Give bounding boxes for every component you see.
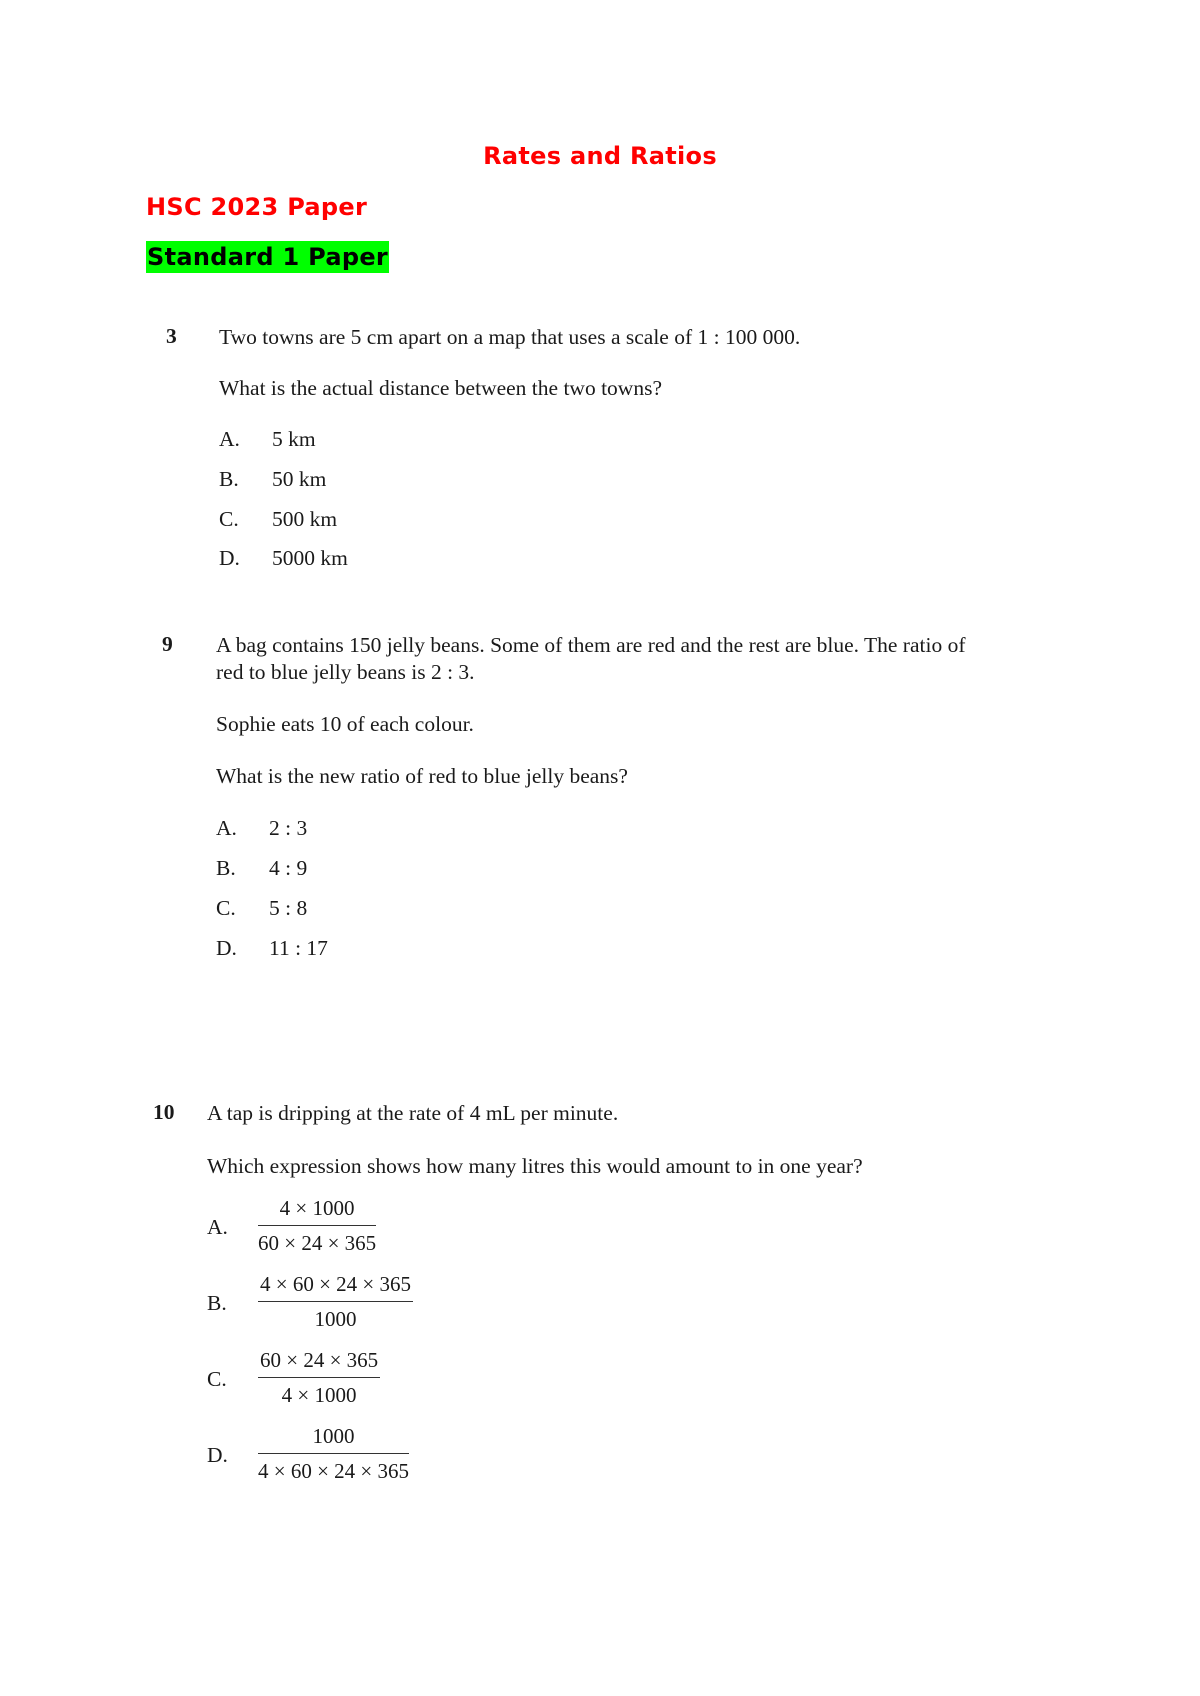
page-title: Rates and Ratios <box>483 142 717 170</box>
option-letter: D. <box>207 1443 228 1467</box>
denominator: 4 × 60 × 24 × 365 <box>258 1459 410 1483</box>
paper-heading: HSC 2023 Paper <box>146 193 368 221</box>
option-text: 5 km <box>272 427 316 451</box>
numerator: 4 × 1000 <box>258 1196 376 1226</box>
denominator: 60 × 24 × 365 <box>258 1231 377 1255</box>
option-letter: A. <box>219 427 240 451</box>
question-text: red to blue jelly beans is 2 : 3. <box>216 660 475 684</box>
question-text: A tap is dripping at the rate of 4 mL per minute. <box>207 1101 619 1125</box>
option-text: 4 : 9 <box>269 856 308 880</box>
option-letter: D. <box>219 546 240 570</box>
fraction <box>258 1272 413 1332</box>
option-text: 5 : 8 <box>269 896 308 920</box>
fraction <box>258 1424 409 1484</box>
fraction <box>258 1348 380 1408</box>
option-text: 5000 km <box>272 546 348 570</box>
denominator: 1000 <box>314 1307 357 1331</box>
question-text: Sophie eats 10 of each colour. <box>216 712 474 736</box>
numerator: 60 × 24 × 365 <box>258 1348 380 1378</box>
option-letter: D. <box>216 936 237 960</box>
question-number: 9 <box>162 632 173 656</box>
option-letter: C. <box>207 1367 227 1391</box>
question-text: A bag contains 150 jelly beans. Some of them are red and the rest are blue. The ratio of <box>216 633 966 657</box>
option-letter: A. <box>216 816 237 840</box>
option-text: 2 : 3 <box>269 816 308 840</box>
option-text: 500 km <box>272 507 338 531</box>
option-letter: B. <box>216 856 236 880</box>
option-letter: B. <box>219 467 239 491</box>
denominator: 4 × 1000 <box>281 1383 357 1407</box>
option-letter: C. <box>219 507 239 531</box>
option-letter: C. <box>216 896 236 920</box>
question-text: Two towns are 5 cm apart on a map that uses a scale of 1 : 100 000. <box>219 325 801 349</box>
option-letter: A. <box>207 1215 228 1239</box>
question-prompt: What is the actual distance between the two towns? <box>219 376 662 400</box>
question-number: 10 <box>153 1100 175 1124</box>
numerator: 1000 <box>258 1424 409 1454</box>
question-number: 3 <box>166 324 177 348</box>
option-text: 11 : 17 <box>269 936 328 960</box>
option-text: 50 km <box>272 467 327 491</box>
question-prompt: Which expression shows how many litres this would amount to in one year? <box>207 1154 863 1178</box>
question-prompt: What is the new ratio of red to blue jelly beans? <box>216 764 628 788</box>
numerator: 4 × 60 × 24 × 365 <box>258 1272 413 1302</box>
option-letter: B. <box>207 1291 227 1315</box>
level-heading: Standard 1 Paper <box>147 243 389 271</box>
fraction <box>258 1196 376 1256</box>
